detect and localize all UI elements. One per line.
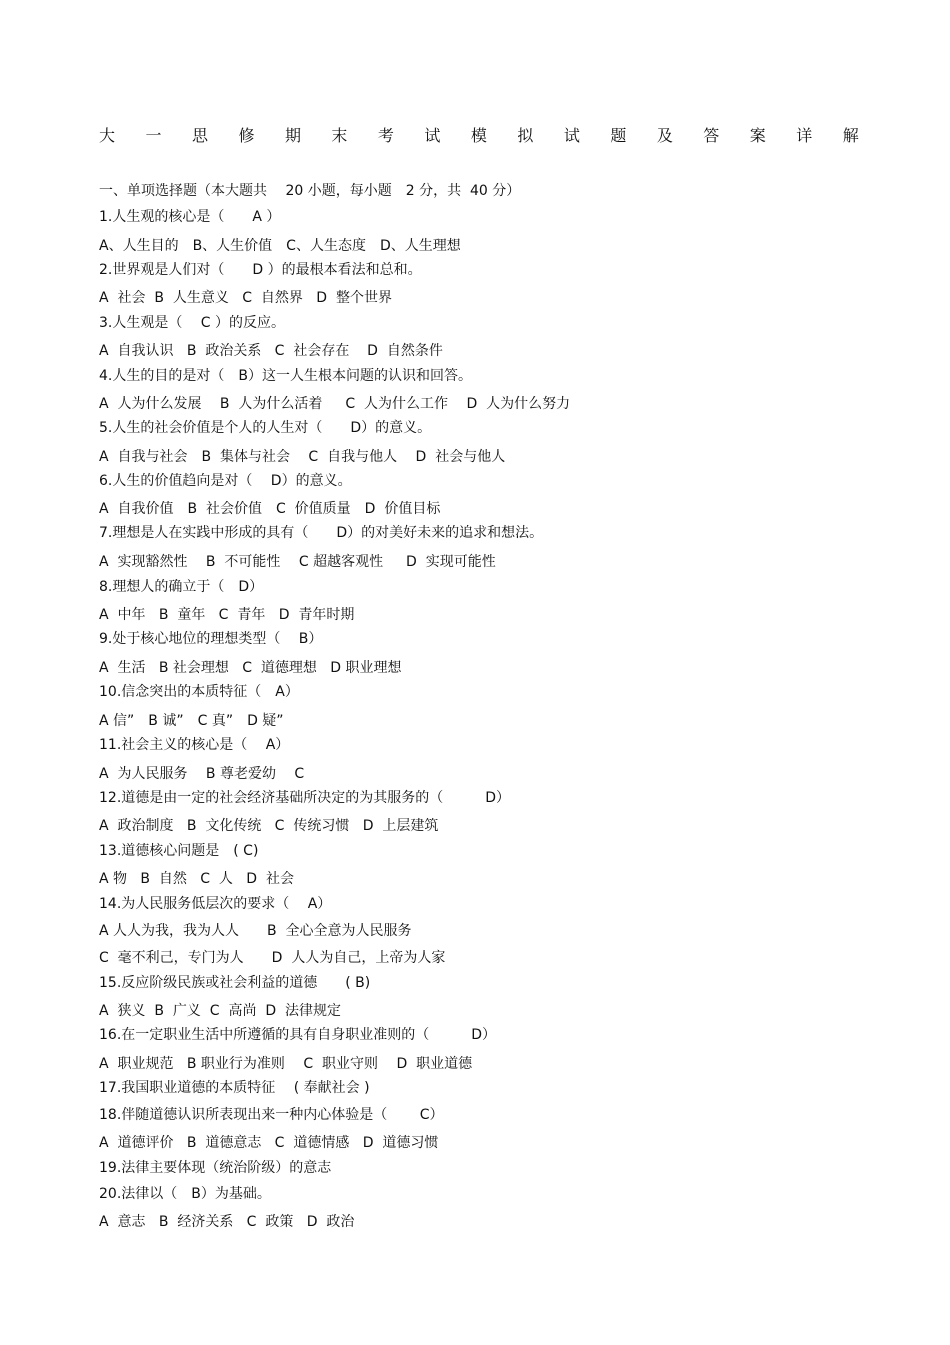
options-line: A 人为什么发展 B 人为什么活着 C 人为什么工作 D 人为什么努力 (99, 396, 571, 412)
question-line: 11.社会主义的核心是（ A） (99, 737, 290, 753)
question-line: 20.法律以（ B）为基础。 (99, 1186, 271, 1202)
title-char: 末 (331, 126, 348, 145)
question-line: 6.人生的价值趋向是对（ D）的意义。 (99, 473, 352, 489)
title-char: 考 (377, 126, 394, 145)
question-line: 8.理想人的确立于（ D） (99, 579, 264, 595)
title-char: 解 (842, 126, 859, 145)
title-char: 试 (563, 126, 580, 145)
options-line: A 自我价值 B 社会价值 C 价值质量 D 价值目标 (99, 501, 441, 517)
title-char: 详 (796, 126, 813, 145)
options-line: A 为人民服务 B 尊老爱幼 C (99, 766, 305, 782)
options-line: A 道德评价 B 道德意志 C 道德情感 D 道德习惯 (99, 1135, 439, 1151)
options-line: A 实现豁然性 B 不可能性 C 超越客观性 D 实现可能性 (99, 554, 496, 570)
title-char: 试 (424, 126, 441, 145)
section-heading: 一、单项选择题（本大题共 20 小题，每小题 2 分，共 40 分） (99, 183, 521, 199)
title-char: 答 (703, 126, 720, 145)
question-line: 5.人生的社会价值是个人的人生对（ D）的意义。 (99, 420, 432, 436)
title-char: 思 (191, 126, 208, 145)
options-line: A 人人为我，我为人人 B 全心全意为人民服务 (99, 923, 412, 939)
options-line: A 狭义 B 广义 C 高尚 D 法律规定 (99, 1003, 342, 1019)
question-line: 18.伴随道德认识所表现出来一种内心体验是（ C） (99, 1107, 444, 1123)
question-line: 7.理想是人在实践中形成的具有（ D）的对美好未来的追求和想法。 (99, 525, 544, 541)
question-line: 12.道德是由一定的社会经济基础所决定的为其服务的（ D） (99, 790, 511, 806)
title-char: 模 (470, 126, 487, 145)
question-line: 15.反应阶级民族或社会利益的道德 ( B) (99, 975, 371, 991)
options-line: A 社会 B 人生意义 C 自然界 D 整个世界 (99, 290, 392, 306)
options-line: A 意志 B 经济关系 C 政策 D 政治 (99, 1214, 355, 1230)
question-line: 13.道德核心问题是 ( C) (99, 843, 259, 859)
options-line: A 中年 B 童年 C 青年 D 青年时期 (99, 607, 355, 623)
title-char: 大 (99, 126, 116, 145)
options-line: A 生活 B 社会理想 C 道德理想 D 职业理想 (99, 660, 402, 676)
options-line: A 物 B 自然 C 人 D 社会 (99, 871, 294, 887)
question-line: 16.在一定职业生活中所遵循的具有自身职业准则的（ D） (99, 1027, 497, 1043)
question-line: 10.信念突出的本质特征（ A） (99, 684, 299, 700)
question-line: 14.为人民服务低层次的要求（ A） (99, 896, 332, 912)
question-line: 4.人生的目的是对（ B）这一人生根本问题的认识和回答。 (99, 368, 472, 384)
title-char: 拟 (517, 126, 534, 145)
title-char: 及 (656, 126, 673, 145)
title-char: 题 (610, 126, 627, 145)
title-char: 修 (238, 126, 255, 145)
question-line: 9.处于核心地位的理想类型（ B） (99, 631, 323, 647)
options-line: A 自我认识 B 政治关系 C 社会存在 D 自然条件 (99, 343, 443, 359)
question-line: 2.世界观是人们对（ D ）的最根本看法和总和。 (99, 262, 422, 278)
title-char: 一 (145, 126, 162, 145)
options-line: C 毫不利己，专门为人 D 人人为自己，上帝为人家 (99, 950, 446, 966)
question-line: 3.人生观是（ C ）的反应。 (99, 315, 286, 331)
question-line: 1.人生观的核心是（ A ） (99, 209, 281, 225)
title-char: 期 (284, 126, 301, 145)
question-line: 17.我国职业道德的本质特征 ( 奉献社会 ) (99, 1080, 370, 1096)
options-line: A 政治制度 B 文化传统 C 传统习惯 D 上层建筑 (99, 818, 439, 834)
options-line: A 职业规范 B 职业行为准则 C 职业守则 D 职业道德 (99, 1056, 473, 1072)
options-line: A 自我与社会 B 集体与社会 C 自我与他人 D 社会与他人 (99, 449, 506, 465)
question-line: 19.法律主要体现（统治阶级）的意志 (99, 1160, 332, 1176)
document-title (99, 126, 859, 146)
title-char: 案 (749, 126, 766, 145)
options-line: A、人生目的 B、人生价值 C、人生态度 D、人生理想 (99, 238, 461, 254)
options-line: A 信” B 诚” C 真” D 疑” (99, 713, 284, 729)
